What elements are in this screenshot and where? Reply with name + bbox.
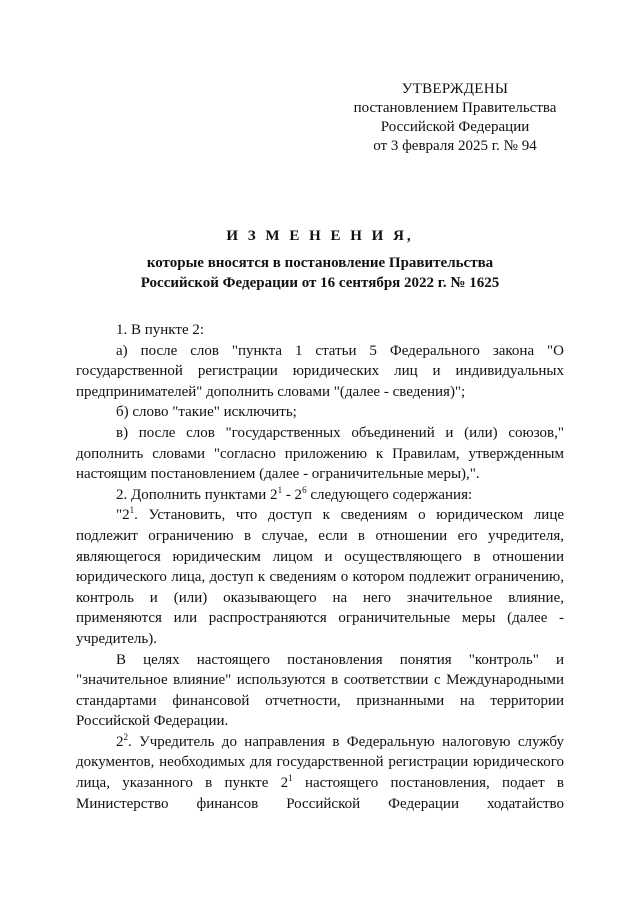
superscript: 2 <box>123 731 128 742</box>
text-run: "2 <box>116 507 130 524</box>
paragraph: 1. В пункте 2: <box>116 322 205 338</box>
paragraph: а) после слов "пункта 1 статьи 5 Федерального закона "О государственной регистрации юридических лиц и индивидуальных предпринимателей" дополнить словами "(далее - сведения)"; <box>76 342 564 400</box>
paragraph <box>76 732 564 814</box>
paragraph: В целях настоящего постановления понятия "контроль" и "значительное влияние" используются в соответствии с Международными стандартами финансовой отчетности, признанными на территории Российской Федерации. <box>76 651 564 730</box>
text-run: . Установить, что доступ к сведениям о юридическом лице подлежит ограничению в случае, если в отношении его учредителя, являющегося юридическим лицом и осуществляющего в отношении юридического лица, доступ к сведениям о котором подлежит ограничению, контроль и (или) оказывающего на него значительное влияние, применяются или распространяются ограничительные меры (далее - учредитель). <box>76 507 564 647</box>
superscript: 6 <box>302 484 307 495</box>
paragraph <box>76 485 564 506</box>
heading-title: И З М Е Н Е Н И Я, <box>226 228 414 244</box>
approval-date: от 3 февраля 2025 г. № 94 <box>373 138 537 154</box>
paragraph: в) после слов "государственных объединений и (или) союзов," дополнить словами "согласно приложению к Правилам, утвержденным настоящим постановлением (далее - ограничительные меры),". <box>76 424 564 483</box>
text-run: - 2 <box>282 486 303 503</box>
heading-subtitle: Российской Федерации от 16 сентября 2022 г. № 1625 <box>140 275 500 291</box>
text-run: настоящего постановления, подает в Министерство финансов Российской Федерации ходатайство <box>76 775 564 812</box>
text-run: следующего содержания: <box>306 486 473 503</box>
text-run: 2. Дополнить пунктами 2 <box>116 486 278 503</box>
paragraph <box>76 505 564 649</box>
superscript: 1 <box>277 484 283 495</box>
paragraph: б) слово "такие" исключить; <box>116 404 297 421</box>
document-body <box>76 320 564 814</box>
text-run: 2 <box>116 733 124 750</box>
approval-line: постановлением Правительства <box>353 100 557 116</box>
approval-line: Российской Федерации <box>380 119 530 135</box>
superscript: 1 <box>129 505 135 516</box>
approval-title: УТВЕРЖДЕНЫ <box>401 81 509 97</box>
document-heading <box>76 226 564 293</box>
superscript: 1 <box>288 773 293 784</box>
approval-block <box>330 80 580 156</box>
text-run: . Учредитель до направления в Федеральную налоговую службу документов, необходимых для государственной регистрации юридического лица, указанного в пункте 2 <box>76 733 564 792</box>
heading-subtitle: которые вносятся в постановление Правительства <box>146 255 494 271</box>
